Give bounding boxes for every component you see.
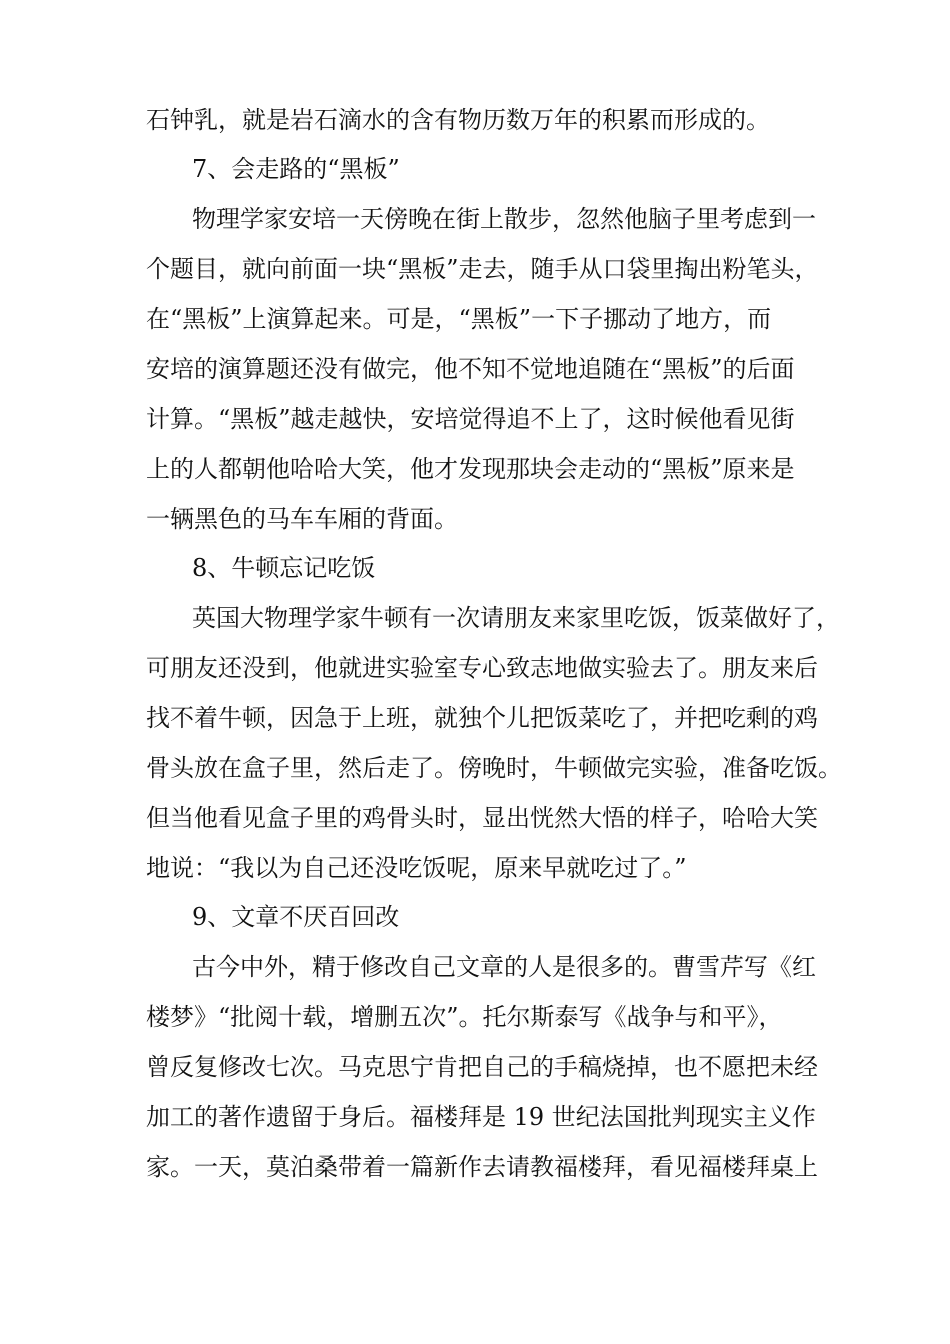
section-heading-8: 8、牛顿忘记吃饭 [192, 554, 376, 582]
section-heading-7: 7、会走路的“黑板” [192, 155, 400, 183]
paragraph-line: 家。一天，莫泊桑带着一篇新作去请教福楼拜，看见福楼拜桌上 [146, 1153, 818, 1181]
paragraph-line: 个题目，就向前面一块“黑板”走去，随手从口袋里掏出粉笔头， [146, 255, 819, 283]
paragraph-line: 英国大物理学家牛顿有一次请朋友来家里吃饭，饭菜做好了， [192, 604, 840, 632]
paragraph-line: 上的人都朝他哈哈大笑，他才发现那块会走动的“黑板”原来是 [146, 455, 795, 483]
paragraph-line: 一辆黑色的马车车厢的背面。 [146, 505, 458, 533]
paragraph-line: 地说：“我以为自己还没吃饭呢，原来早就吃过了。” [146, 854, 687, 882]
paragraph-line: 计算。“黑板”越走越快，安培觉得追不上了，这时候他看见街 [146, 405, 795, 433]
paragraph-line: 加工的著作遗留于身后。福楼拜是 19 世纪法国批判现实主义作 [146, 1103, 816, 1131]
paragraph-line: 找不着牛顿，因急于上班，就独个儿把饭菜吃了，并把吃剩的鸡 [146, 704, 818, 732]
paragraph-line: 曾反复修改七次。马克思宁肯把自己的手稿烧掉，也不愿把未经 [146, 1053, 818, 1081]
paragraph-line: 安培的演算题还没有做完，他不知不觉地追随在“黑板”的后面 [146, 355, 795, 383]
paragraph-line: 楼梦》“批阅十载，增删五次”。托尔斯泰写《战争与和平》， [146, 1003, 783, 1031]
paragraph-line: 可朋友还没到，他就进实验室专心致志地做实验去了。朋友来后 [146, 654, 818, 682]
paragraph-line: 古今中外，精于修改自己文章的人是很多的。曹雪芹写《红 [192, 953, 816, 981]
paragraph-line: 骨头放在盒子里，然后走了。傍晚时，牛顿做完实验，准备吃饭。 [146, 754, 842, 782]
section-heading-9: 9、文章不厌百回改 [192, 903, 400, 931]
paragraph-line: 但当他看见盒子里的鸡骨头时，显出恍然大悟的样子，哈哈大笑 [146, 804, 818, 832]
paragraph-line: 石钟乳，就是岩石滴水的含有物历数万年的积累而形成的。 [146, 106, 770, 134]
paragraph-line: 物理学家安培一天傍晚在街上散步，忽然他脑子里考虑到一 [192, 205, 816, 233]
paragraph-line: 在“黑板”上演算起来。可是，“黑板”一下子挪动了地方，而 [146, 305, 772, 333]
